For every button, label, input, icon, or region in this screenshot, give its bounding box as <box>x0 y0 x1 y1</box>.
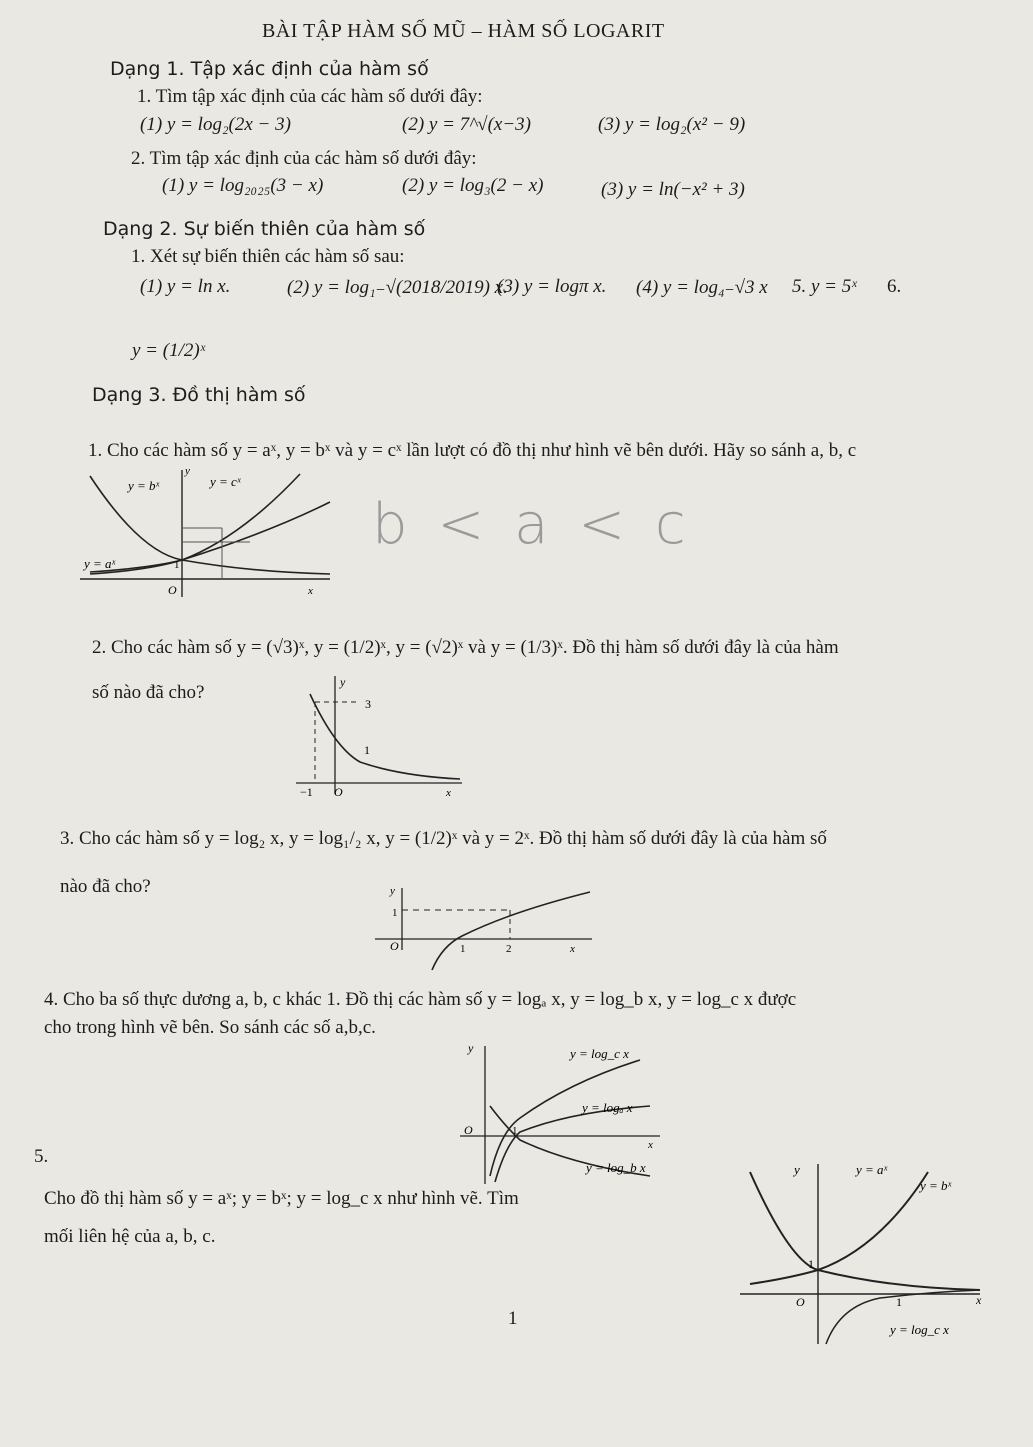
graph-5-curve-b <box>750 1172 928 1284</box>
s3-problem-3b: nào đã cho? <box>60 876 151 897</box>
graph-4-origin: O <box>464 1123 473 1137</box>
graph-3-x-label: x <box>570 943 575 955</box>
s3-problem-4b: cho trong hình vẽ bên. So sánh các số a,b,c. <box>44 1017 376 1038</box>
curve-c-x <box>90 474 300 574</box>
graph-1-origin: O <box>168 583 177 597</box>
graph-3-y-label: y <box>390 885 395 897</box>
curve-a-x <box>90 502 330 572</box>
graph-1-one: 1 <box>174 559 180 571</box>
graph-5-one: 1 <box>808 1257 814 1271</box>
graph-5-exp-and-log <box>730 1158 1010 1348</box>
s1-question-1: 1. Tìm tập xác định của các hàm số dưới đây: <box>137 86 483 107</box>
graph-3-tick-1: 1 <box>460 943 466 955</box>
s1-q1-item-3: (3) y = log₂(x² − 9) <box>598 114 746 135</box>
graph-4-label-c: y = log_c x <box>570 1046 629 1061</box>
graph-5-tick-1: 1 <box>896 1295 902 1309</box>
s3-problem-5-number: 5. <box>34 1146 49 1167</box>
graph-5-x-label: x <box>976 1293 982 1307</box>
s2-item-6-formula: y = (1/2)ˣ <box>132 340 206 361</box>
graph-3-curve <box>432 892 590 970</box>
graph-4-y-label: y <box>468 1041 474 1055</box>
graph-2-x-label: x <box>446 787 451 798</box>
s2-item-6-number: 6. <box>887 276 902 297</box>
graph-3-logarithm <box>360 880 600 975</box>
graph-5-label-c: y = log_c x <box>890 1322 949 1337</box>
s3-problem-3: 3. Cho các hàm số y = log₂ x, y = log₁/₂ x, y = (1/2)ˣ và y = 2ˣ. Đồ thị hàm số dưới đây là của hàm số <box>60 828 827 849</box>
graph-4-label-a: y = logₐ x <box>582 1100 633 1115</box>
page-title: BÀI TẬP HÀM SỐ MŨ – HÀM SỐ LOGARIT <box>262 20 665 42</box>
graph-2-decreasing-exponential <box>290 668 470 798</box>
s1-q1-item-2: (2) y = 7^√(x−3) <box>402 114 532 135</box>
s3-problem-2b: số nào đã cho? <box>92 682 205 703</box>
s1-q1-item-1: (1) y = log₂(2x − 3) <box>140 114 291 135</box>
graph-4-one: 1 <box>512 1125 518 1137</box>
page-number: 1 <box>508 1308 518 1329</box>
s3-problem-1: 1. Cho các hàm số y = aˣ, y = bˣ và y = cˣ lần lượt có đồ thị như hình vẽ bên dưới. Hãy so sánh a, b, c <box>88 440 857 461</box>
graph-2-origin: O <box>334 785 343 798</box>
graph-3-origin: O <box>390 939 399 953</box>
graph-1-exponentials <box>70 462 340 602</box>
s2-item-3: (3) y = logπ x. <box>497 276 607 297</box>
s2-item-2: (2) y = log₁₋√(2018/2019) x. <box>287 277 508 298</box>
s2-item-4: (4) y = log₄₋√3 x <box>636 277 768 298</box>
section-3-heading: Dạng 3. Đồ thị hàm số <box>92 384 306 406</box>
section-1-heading: Dạng 1. Tập xác định của hàm số <box>110 58 429 80</box>
s1-question-2: 2. Tìm tập xác định của các hàm số dưới đây: <box>131 148 477 169</box>
s3-problem-5: Cho đồ thị hàm số y = aˣ; y = bˣ; y = log_c x như hình vẽ. Tìm <box>44 1188 519 1209</box>
s1-q2-item-3: (3) y = ln(−x² + 3) <box>601 179 745 200</box>
graph-2-curve <box>310 694 460 779</box>
graph-1-label-b: y = bˣ <box>128 478 160 493</box>
s3-problem-4: 4. Cho ba số thực dương a, b, c khác 1. Đồ thị các hàm số y = logₐ x, y = log_b x, y = log_c x được <box>44 989 797 1010</box>
s3-problem-5b: mối liên hệ của a, b, c. <box>44 1226 216 1247</box>
graph-5-origin: O <box>796 1295 805 1309</box>
graph-5-y-label: y <box>794 1162 800 1177</box>
graph-1-x-label: x <box>308 585 313 597</box>
graph-3-one: 1 <box>392 907 398 919</box>
graph-2-one: 1 <box>364 743 370 757</box>
graph-1-label-a: y = aˣ <box>84 556 116 571</box>
graph-4-label-b: y = log_b x <box>586 1160 646 1175</box>
graph-4-x-label: x <box>648 1139 653 1151</box>
graph-1-y-label: y <box>185 465 190 477</box>
graph-4-logarithms <box>450 1036 670 1186</box>
s3-problem-2: 2. Cho các hàm số y = (√3)ˣ, y = (1/2)ˣ, y = (√2)ˣ và y = (1/3)ˣ. Đồ thị hàm số dưới đây là của hàm <box>92 637 839 658</box>
graph-1-label-c: y = cˣ <box>210 474 241 489</box>
graph-3-tick-2: 2 <box>506 943 512 955</box>
section-2-heading: Dạng 2. Sự biến thiên của hàm số <box>103 218 426 240</box>
graph-5-label-a: y = aˣ <box>856 1162 888 1177</box>
graph-2-three: 3 <box>365 697 371 711</box>
s2-item-5: 5. y = 5ˣ <box>792 276 857 297</box>
graph-2-minus-one: −1 <box>300 785 313 798</box>
curve-b-x <box>90 476 330 574</box>
s2-item-1: (1) y = ln x. <box>140 276 231 297</box>
s1-q2-item-1: (1) y = log₂₀₂₅(3 − x) <box>162 175 324 196</box>
graph-2-y-label: y <box>340 675 346 689</box>
handwritten-answer: b < a < c <box>372 492 692 557</box>
graph-5-label-b: y = bˣ <box>920 1178 952 1193</box>
s1-q2-item-2: (2) y = log₃(2 − x) <box>402 175 544 196</box>
s2-question-1: 1. Xét sự biến thiên các hàm số sau: <box>131 246 405 267</box>
